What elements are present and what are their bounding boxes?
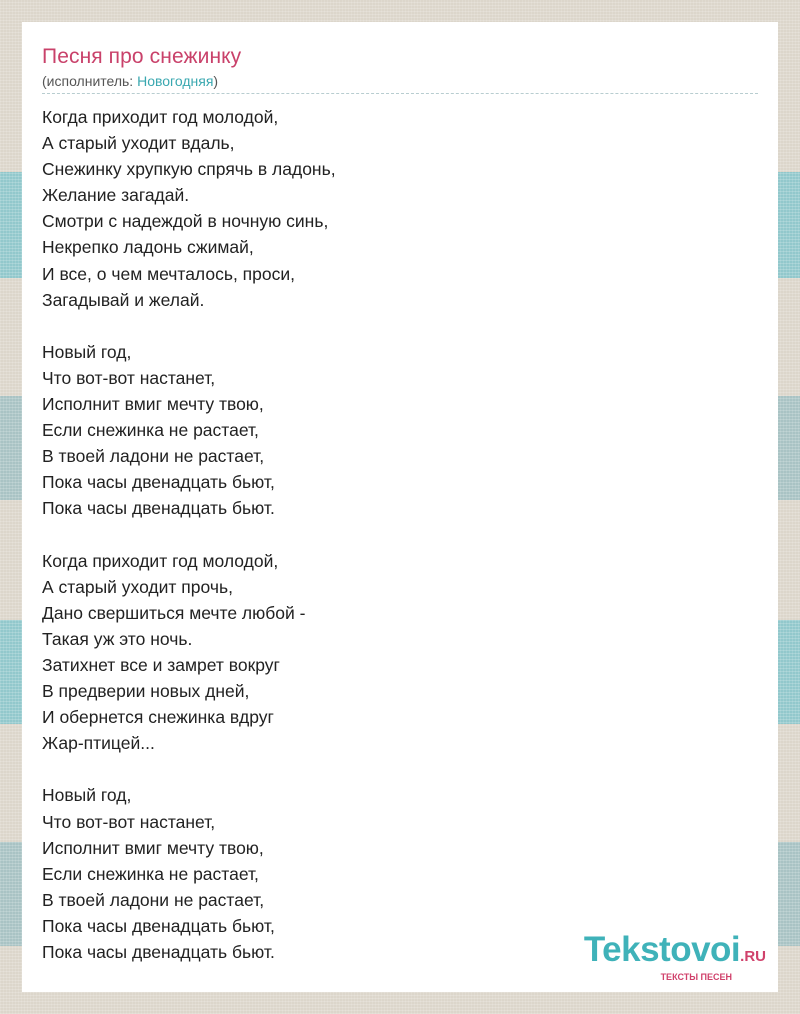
lyric-line: В предверии новых дней, [42, 681, 250, 702]
lyrics-card [22, 22, 778, 992]
lyric-line: В твоей ладони не растает, [42, 446, 265, 467]
artist-prefix: (исполнитель: [42, 73, 138, 89]
lyric-line: Пока часы двенадцать бьют, [42, 472, 275, 493]
lyric-line: Когда приходит год молодой, [42, 107, 279, 127]
lyric-line: И обернется снежинка вдруг [42, 707, 274, 728]
site-logo[interactable] [584, 932, 766, 982]
lyric-line: А старый уходит прочь, [42, 576, 233, 597]
lyric-line: И все, о чем мечталось, проси, [42, 263, 295, 284]
lyric-line: А старый уходит вдаль, [42, 133, 235, 154]
lyric-line: Исполнит вмиг мечту твою, [42, 837, 264, 858]
lyric-line: Если снежинка не растает, [42, 420, 259, 441]
stanza-gap [42, 313, 742, 339]
lyric-line: Загадывай и желай. [42, 289, 205, 310]
lyric-line: Если снежинка не растает, [42, 863, 259, 884]
stanza-gap [42, 522, 742, 548]
title-divider [42, 93, 758, 94]
logo-main-text: Tekstovoi [583, 930, 741, 969]
lyric-line: Новый год, [42, 785, 132, 806]
lyric-line: Когда приходит год молодой, [42, 550, 279, 571]
lyric-line: Снежинку хрупкую спрячь в ладонь, [42, 159, 336, 180]
artist-line [42, 73, 218, 89]
lyric-line: Что вот-вот настанет, [42, 367, 216, 388]
lyric-line: Пока часы двенадцать бьют. [42, 942, 275, 962]
artist-suffix: ) [213, 73, 219, 89]
lyric-line: Дано свершиться мечте любой - [42, 602, 306, 623]
lyric-line: Пока часы двенадцать бьют, [42, 915, 275, 936]
lyric-line: Затихнет все и замрет вокруг [42, 654, 280, 675]
artist-link[interactable]: Новогодняя [137, 73, 214, 89]
logo-wordmark [584, 932, 766, 975]
lyric-line: Пока часы двенадцать бьют. [42, 498, 275, 519]
logo-tld: .RU [740, 948, 766, 965]
lyric-line: Желание загадай. [42, 185, 190, 206]
lyric-line: Исполнит вмиг мечту твою, [42, 394, 264, 415]
lyric-line: Такая уж это ночь. [42, 628, 193, 649]
lyric-line: Что вот-вот настанет, [42, 811, 216, 832]
logo-tagline: ТЕКСТЫ ПЕСЕН [660, 972, 732, 982]
lyrics-body [42, 104, 742, 965]
lyric-line: Жар-птицей... [42, 733, 155, 754]
lyric-line: Некрепко ладонь сжимай, [42, 237, 254, 258]
stanza-gap [42, 756, 742, 782]
lyric-line: Смотри с надеждой в ночную синь, [42, 211, 329, 232]
song-title: Песня про снежинку [42, 45, 242, 68]
lyric-line: Новый год, [42, 341, 132, 362]
lyric-line: В твоей ладони не растает, [42, 889, 265, 910]
